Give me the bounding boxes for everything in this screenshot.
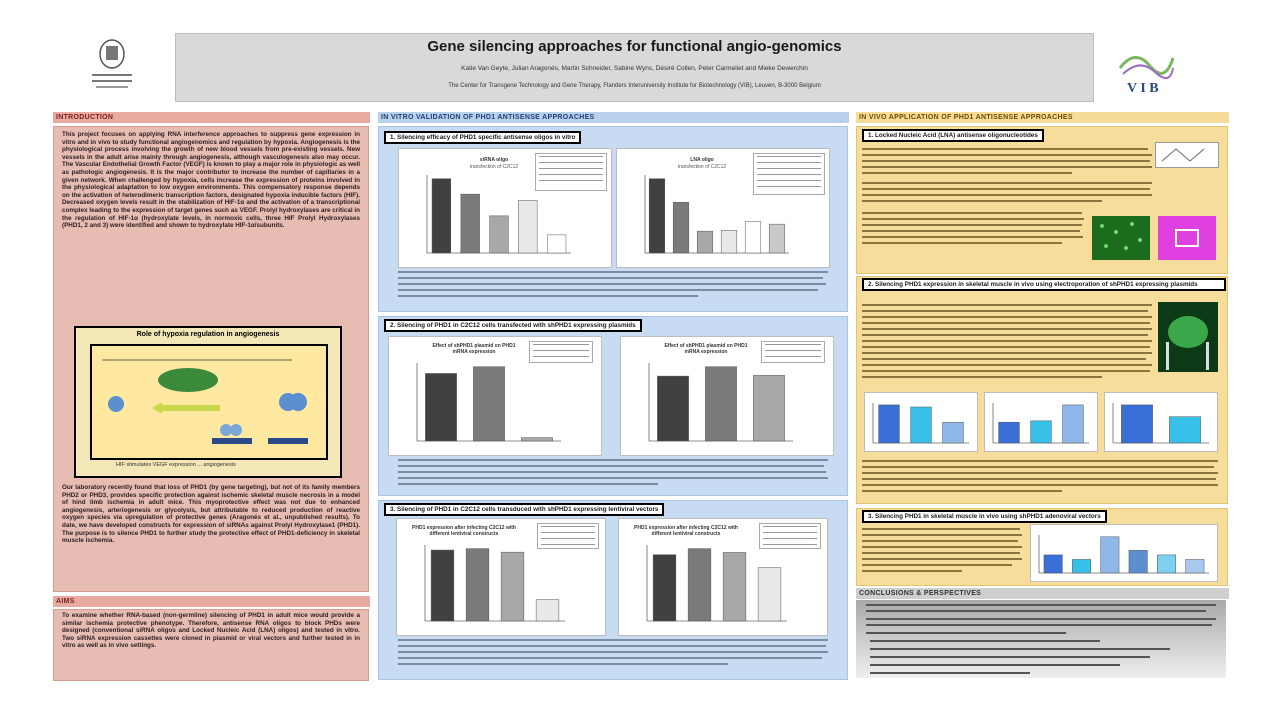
in-vivo-section-3-title: 3. Silencing PHD1 in skeletal muscle in vivo using shPHD1 adenoviral vectors [862, 510, 1107, 523]
university-logo [88, 36, 136, 98]
in-vivo-bar-plot-a [865, 393, 977, 451]
in-vivo-chart-c [1104, 392, 1218, 452]
in-vitro-section-3-title: 3. Silencing of PHD1 in C2C12 cells transduced with shPHD1 expressing lentiviral vectors [384, 503, 664, 516]
shphd1-plasmid-chart-b [620, 336, 834, 456]
bar [1186, 559, 1204, 573]
bar [769, 224, 785, 253]
poster-header [175, 33, 1094, 102]
bar [943, 422, 964, 443]
fluorescence-image-magenta [1158, 216, 1216, 260]
bar [758, 568, 781, 621]
background-text: Our laboratory recently found that loss of PHD1 (by gene targeting), but not of its family members PHD2 or PHD3, provides specific protection against ischemic skeletal muscle necrosis in a model of hind limb ischemia in adult mice. This myoprotective effect was not due to enhanced angiogenesis, arteriogenesis or glycolysis, but attributable to reduced production of reactive oxygen species via upregulation of protective genes (Aragonés et al., unpublished results). To date, we have developed constructs for expression of siRNAs against Prolyl Hydroxylase1 (PHD1). The purpose is to silence PHD1 to further study the protective effect of PHD1-deficiency in skeletal muscle ischemia. [62, 484, 360, 545]
in-vitro-heading: IN VITRO VALIDATION OF PHD1 ANTISENSE APPROACHES [378, 112, 849, 123]
poster-title: Gene silencing approaches for functional angio-genomics [427, 38, 842, 55]
aims-heading: AIMS [53, 596, 370, 607]
electroporation-image [1158, 302, 1218, 372]
bar [521, 438, 552, 441]
sirna-chart-subtitle: transfection of C2C12 [469, 164, 519, 170]
bar [473, 367, 504, 441]
bar [697, 231, 713, 253]
sirna-chart-title: siRNA oligo [479, 157, 509, 163]
bar [1072, 559, 1090, 573]
bar [911, 407, 932, 443]
in-vitro-section-3-caption [398, 638, 828, 672]
in-vitro-section-1-title: 1. Silencing efficacy of PHD1 specific antisense oligos in vitro [384, 131, 581, 144]
lna-chart-subtitle: transfection of C2C12 [677, 164, 727, 170]
hypoxia-figure-caption: HIF stimulates VEGF expression ... angiogenesis [116, 462, 236, 468]
bar [1101, 537, 1119, 573]
bar [1031, 421, 1052, 443]
lentiviral-bar-plot-a [397, 519, 605, 635]
hypoxia-figure-title: Role of hypoxia regulation in angiogenesis [136, 331, 280, 338]
bar [649, 179, 665, 253]
in-vivo-bar-plot-b [985, 393, 1097, 451]
in-vivo-section-2-caption [862, 458, 1218, 498]
aims-text: To examine whether RNA-based (non-germline) silencing of PHD1 in adult mice would provide a similar ischemia protective phenotype. Therefore, antisense RNA oligos to block PHDs were designed (conventional siRNA oligos and Locked Nucleic Acid (LNA) oligos) and tested in vitro. Two siRNA expression cassettes were cloned in plasmid or viral vectors and further tested in in vitro as well as in vivo settings. [62, 612, 360, 650]
in-vitro-section-2-caption [398, 458, 828, 488]
poster-authors: Katie Van Geyte, Julian Aragonés, Martin Schneider, Sabine Wyns, Désiré Collen, Peter Carmeliet and Mieke Dewerchin [461, 65, 808, 72]
bar [501, 552, 524, 621]
conclusions-heading: CONCLUSIONS & PERSPECTIVES [856, 588, 1229, 599]
bar [879, 405, 900, 443]
bar [466, 549, 489, 621]
bar [1169, 417, 1200, 443]
adenoviral-chart [1030, 524, 1218, 582]
bar [1044, 555, 1062, 573]
conclusions-panel [856, 600, 1226, 678]
bar [490, 216, 509, 253]
lentiviral-bar-plot-b [619, 519, 827, 635]
fluorescence-image-green [1092, 216, 1150, 260]
shphd1-plasmid-chart-a [388, 336, 602, 456]
bar [1063, 405, 1084, 443]
bar [657, 376, 688, 441]
in-vivo-chart-b [984, 392, 1098, 452]
lna-chart-title: LNA oligo [690, 157, 714, 163]
lentiviral-chart-a-title: PHD1 expression after infecting C2C12 with different lentiviral constructs [412, 525, 516, 537]
in-vivo-section-3-text [862, 526, 1022, 578]
in-vitro-section-2-title: 2. Silencing of PHD1 in C2C12 cells transfected with shPHD1 expressing plasmids [384, 319, 642, 332]
bar [745, 222, 761, 253]
introduction-text: This project focuses on applying RNA interference approaches to suppress gene expression in vitro and in vivo to study functional angiogenomics and regulation by hypoxia. Angiogenesis is the physiological process involving the growth of new blood vessels from pre-existing vessels. New vessels in the adult arise mainly through angiogenesis, although vasculogenesis also may occur. The Vascular Endothelial Growth Factor (VEGF) is known to play a major role in physiologic as well as pathologic angiogenesis. It is the major contributor to increase the number of capillaries in a given network. When challenged by hypoxia, cells increase the expression of proteins involved in the physiological adaptation to low oxygen environments. This compensatory response depends on the activation of heterodimeric transcription factors, designated hypoxia inducible factors (HIF). Decreased oxygen levels result in the stabilization of HIF-1α and the activation of a transcriptional complex leading to the expression of target genes such as VEGF. Prolyl hydroxylases are critical in the regulation of HIF-1α (hydroxylate levels, in normoxic cells, three HIF Prolyl Hydroxylases (PHD1, 2 and 3) were identified and shown to hydroxylate HIF-1α/subunits. [62, 131, 360, 230]
lentiviral-chart-b-title: PHD1 expression after infecting C2C12 with different lentiviral constructs [634, 525, 738, 537]
bar [431, 550, 454, 621]
in-vivo-section-1-title: 1. Locked Nucleic Acid (LNA) antisense oligonucleotides [862, 129, 1044, 142]
in-vivo-heading: IN VIVO APPLICATION OF PHD1 ANTISENSE APPROACHES [856, 112, 1229, 123]
bar [999, 422, 1020, 443]
bar [753, 375, 784, 441]
sirna-bar-plot [399, 149, 611, 267]
bar [1121, 405, 1152, 443]
lna-bar-plot [617, 149, 829, 267]
bar [688, 549, 711, 621]
bar [425, 373, 456, 441]
lentiviral-chart-b [618, 518, 828, 636]
in-vivo-bar-plot-c [1105, 393, 1217, 451]
introduction-heading: INTRODUCTION [53, 112, 370, 123]
svg-text:V I B: V I B [1127, 81, 1159, 96]
in-vivo-section-2-text [862, 302, 1152, 386]
lna-oligo-chart [616, 148, 830, 268]
lentiviral-chart-a [396, 518, 606, 636]
bar [461, 194, 480, 253]
hypoxia-figure [74, 326, 342, 478]
bar [721, 230, 737, 253]
lna-schematic-image [1155, 142, 1219, 168]
plasmid-bar-plot-a [389, 337, 601, 455]
plasmid-bar-plot-b [621, 337, 833, 455]
poster-affiliation: The Center for Transgene Technology and Gene Therapy, Flanders Interuniversity Institute for Biotechnology (VIB), Leuven, B-3000 Belgium [448, 83, 821, 89]
bar [673, 202, 689, 253]
bar [1157, 555, 1175, 573]
bar [1129, 550, 1147, 573]
adenoviral-bar-plot [1031, 525, 1217, 581]
in-vivo-chart-a [864, 392, 978, 452]
vib-logo [1115, 38, 1175, 96]
hypoxia-diagram [90, 344, 328, 460]
plasmid-chart-a-title: Effect of shPHD1 plasmid on PHD1 mRNA expression [432, 343, 516, 355]
bar [547, 235, 566, 253]
bar [536, 600, 559, 621]
plasmid-chart-b-title: Effect of shPHD1 plasmid on PHD1 mRNA expression [664, 343, 748, 355]
in-vivo-section-2-title: 2. Silencing PHD1 expression in skeletal muscle in vivo using electroporation of shPHD1 expressing plasmids [862, 278, 1226, 291]
bar [723, 552, 746, 621]
bar [653, 555, 676, 621]
sirna-oligo-chart [398, 148, 612, 268]
bar [518, 200, 537, 253]
bar [432, 179, 451, 253]
in-vitro-section-1-caption [398, 270, 828, 302]
bar [705, 367, 736, 441]
